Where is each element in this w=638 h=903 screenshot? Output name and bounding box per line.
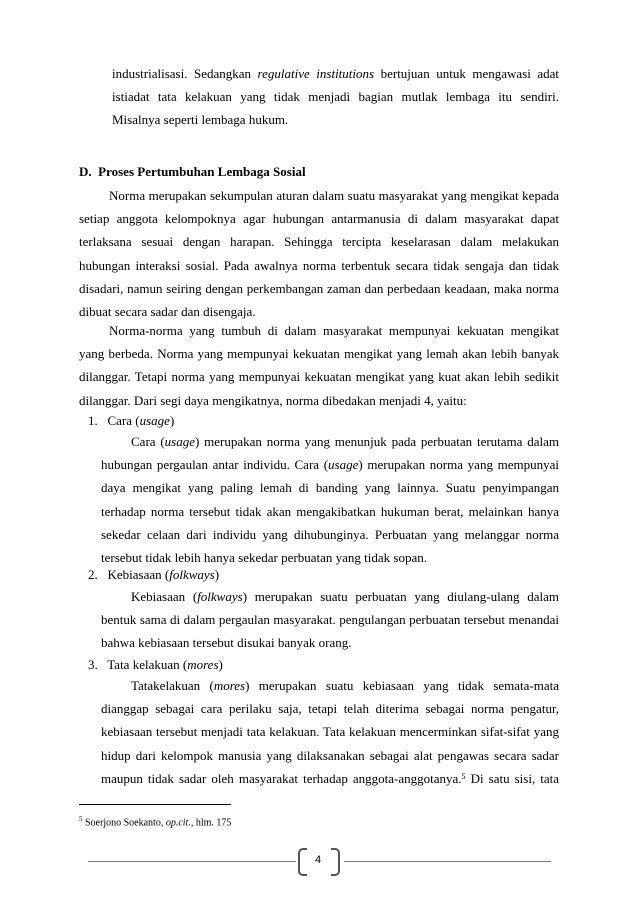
list-item-body: Kebiasaan (folkways) merupakan suatu perbuatan yang diulang-ulang dalam bentuk sama di dalam pergaulan masyarakat. pengulangan perbuatan tersebut menandai bahwa kebiasaan tersebut disukai banyak orang. xyxy=(101,589,559,651)
footer-line-left xyxy=(88,861,296,862)
footnote-separator xyxy=(79,804,231,805)
footer-line-right xyxy=(344,861,551,862)
footnote: $^5$ Soerjono Soekanto, op.cit., hlm. 175 xyxy=(79,815,232,829)
paragraph-norma: Norma merupakan sekumpulan aturan dalam suatu masyarakat yang mengikat kepada setiap anggota kelompoknya agar hubungan antarmanusia di dalam masyarakat dapat terlaksana sesuai dengan harapan. Sehingga tercipta keselarasan dalam melakukan hubungan interaksi sosial. Pada awalnya norma terbentuk secara tidak sengaja dan tidak disadari, namun seiring dengan perkembangan zaman dan perbedaan keadaan, maka norma dibuat secara sadar dan disengaja. xyxy=(79,188,559,320)
list-item-body: Cara (usage) merupakan norma yang menunjuk pada perbuatan terutama dalam hubungan pergaulan antar individu. Cara (usage) merupakan norma yang mempunyai daya mengikat yang paling lemah di banding yang lainnya. Suatu penyimpangan terhadap norma tersebut tidak akan mengakibatkan hukuman berat, melainkan hanya sekedar celaan dari individu yang dihubunginya. Perbuatan yang melanggar norma tersebut tidak lebih hanya sekedar perbuatan yang tidak sopan. xyxy=(101,434,559,566)
paragraph-norma-kekuatan: Norma-norma yang tumbuh di dalam masyarakat mempunyai kekuatan mengikat yang berbeda. Norma yang mempunyai kekuatan mengikat yang lemah akan lebih banyak dilanggar. Tetapi norma yang mempunyai kekuatan mengikat yang kuat akan lebih sedikit dilanggar. Dari segi daya mengikatnya, norma dibedakan menjadi 4, yaitu: xyxy=(79,323,559,408)
list-item-title: 2. Kebiasaan (folkways) xyxy=(88,567,220,582)
page-number: 4 xyxy=(314,854,322,866)
list-item-title: 3. Tata kelakuan (mores) xyxy=(88,657,223,672)
footnote-reference[interactable]: 5 xyxy=(461,771,466,781)
section-heading: D. Proses Pertumbuhan Lembaga Sosial xyxy=(79,164,306,179)
right-bracket-icon xyxy=(331,848,340,876)
list-item-number: 3. xyxy=(88,657,98,672)
list-item-number: 1. xyxy=(88,413,98,428)
list-item-title: 1. Cara (usage) xyxy=(88,413,175,428)
continuation-paragraph: industrialisasi. Sedangkan regulative institutions bertujuan untuk mengawasi adat istiadat tata kelakuan yang tidak menjadi bagian mutlak lembaga itu sendiri. Misalnya seperti lembaga hukum. xyxy=(112,66,559,128)
list-item-body: Tatakelakuan (mores) merupakan suatu kebiasaan yang tidak semata-mata dianggap sebagai cara perilaku saja, tetapi telah diterima sebagai norma pengatur, kebiasaan tersebut menjadi tata kelakuan. Tata kelakuan mencerminkan sifat-sifat yang hidup dari kelompok manusia yang dilaksanakan sebagai alat pengawas secara sadar maupun tidak sadar oleh masyarakat terhadap anggota-anggotanya.$^5$ Di satu sisi, tata xyxy=(101,678,560,786)
footnote-number: 5 xyxy=(79,815,83,823)
list-item-number: 2. xyxy=(88,567,98,582)
